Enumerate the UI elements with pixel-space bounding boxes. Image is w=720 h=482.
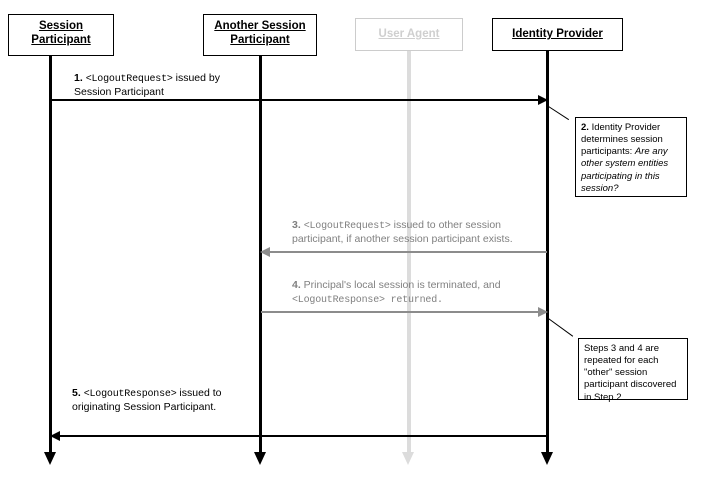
note-step-2-number: 2. xyxy=(581,122,589,133)
message-5-arrow-line xyxy=(60,435,547,437)
message-5-element: <LogoutResponse> xyxy=(83,389,177,400)
message-3-text: issued to other session xyxy=(390,219,502,231)
note-step-2-connector xyxy=(547,105,569,120)
actor-user-agent xyxy=(355,18,463,51)
lifeline-arrow-user-agent xyxy=(402,452,414,465)
actor-identity-provider xyxy=(492,18,623,51)
message-3-arrowhead xyxy=(260,247,270,257)
actor-label-line1: Session xyxy=(38,20,84,32)
message-5-number: 5. xyxy=(72,387,81,399)
lifeline-arrow-identity-provider xyxy=(541,452,553,465)
message-3-number: 3. xyxy=(292,219,301,231)
lifeline-arrow-another-session-participant xyxy=(254,452,266,465)
note-steps-3-4-connector xyxy=(547,317,573,337)
message-5-text: issued to xyxy=(176,387,222,399)
actor-label-line1: Identity Provider xyxy=(512,28,603,40)
lifeline-arrow-session-participant xyxy=(44,452,56,465)
actor-label-line1: User Agent xyxy=(378,28,440,40)
message-3-arrow-line xyxy=(270,251,547,253)
note-steps-3-4-text: Steps 3 and 4 are repeated for each "other" session participant discovered in Step 2. xyxy=(584,343,677,403)
message-5-label xyxy=(72,387,372,415)
note-step-2-text: Identity Provider determines session participants: xyxy=(581,122,663,158)
actor-label-line2: Participant xyxy=(230,34,290,47)
message-1-arrow-line xyxy=(50,99,541,101)
note-steps-3-4-repeat xyxy=(578,338,688,403)
message-4-number: 4. xyxy=(292,279,301,291)
actor-label-line2: Participant xyxy=(31,34,91,47)
message-5-arrowhead xyxy=(50,431,60,441)
actor-label-line1: Another Session xyxy=(214,20,306,32)
message-4-text-line2: returned. xyxy=(384,294,443,306)
message-4-label xyxy=(292,279,548,307)
message-1-arrowhead xyxy=(538,95,548,105)
note-step-2 xyxy=(575,117,687,197)
message-5-text-line2: originating Session Participant. xyxy=(72,401,217,413)
message-3-element: <LogoutRequest> xyxy=(303,221,391,232)
lifeline-session-participant xyxy=(49,56,52,454)
message-1-text: issued by xyxy=(172,72,220,84)
note-step-2-italic-text: Are any other system entities participating in this session? xyxy=(581,146,669,194)
actor-another-session-participant xyxy=(203,14,317,56)
message-1-text-line2: Session Participant xyxy=(74,86,164,98)
actor-session-participant xyxy=(8,14,114,56)
message-4-arrow-line xyxy=(261,311,541,313)
message-1-element: <LogoutRequest> xyxy=(85,74,173,85)
message-4-text: Principal's local session is terminated, and xyxy=(300,279,501,291)
message-1-label xyxy=(74,72,374,100)
message-4-element: <LogoutResponse> xyxy=(292,294,385,306)
message-3-text-line2: participant, if another session participant exists. xyxy=(292,233,513,245)
message-3-label xyxy=(292,219,548,247)
message-1-number: 1. xyxy=(74,72,83,84)
message-4-arrowhead xyxy=(538,307,548,317)
